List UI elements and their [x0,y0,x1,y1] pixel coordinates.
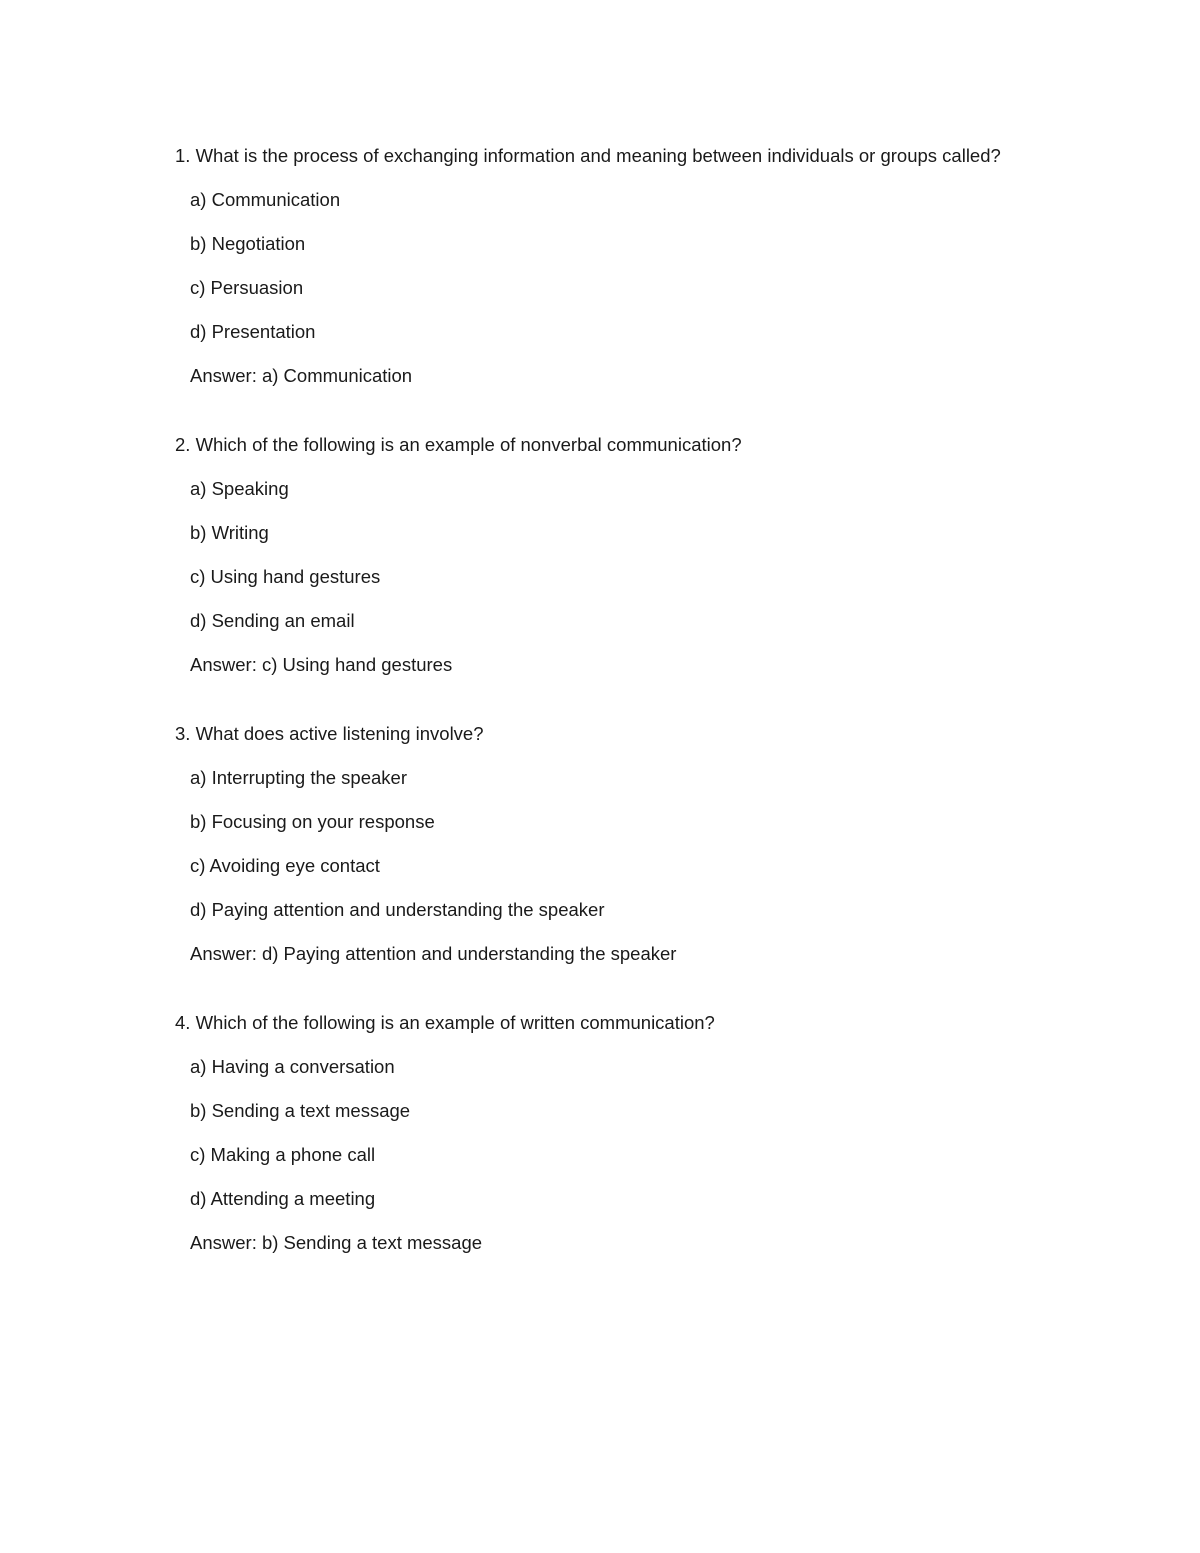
option-a: a) Having a conversation [190,1056,395,1077]
option-b: b) Negotiation [190,233,306,254]
option-d: d) Attending a meeting [190,1188,376,1209]
answer-line: Answer: b) Sending a text message [190,1232,483,1253]
question-4 [175,1009,1025,1257]
option-a: a) Communication [190,189,341,210]
option-d: d) Presentation [190,321,316,342]
question-1 [175,142,1025,390]
option-c: c) Making a phone call [190,1144,376,1165]
option-c: c) Avoiding eye contact [190,855,380,876]
question-text: 4. Which of the following is an example of written communication? [175,1012,715,1033]
option-c: c) Persuasion [190,277,304,298]
option-b: b) Writing [190,522,269,543]
option-a: a) Interrupting the speaker [190,767,407,788]
answer-line: Answer: c) Using hand gestures [190,654,453,675]
option-b: b) Focusing on your response [190,811,435,832]
option-d: d) Paying attention and understanding the speaker [190,899,605,920]
option-c: c) Using hand gestures [190,566,381,587]
question-text: 1. What is the process of exchanging information and meaning between individuals or groups called? [175,145,1001,166]
option-b: b) Sending a text message [190,1100,411,1121]
answer-line: Answer: d) Paying attention and understanding the speaker [190,943,677,964]
question-text: 3. What does active listening involve? [175,723,484,744]
answer-line: Answer: a) Communication [190,365,413,386]
question-text: 2. Which of the following is an example of nonverbal communication? [175,434,742,455]
option-d: d) Sending an email [190,610,355,631]
question-2 [175,431,1025,679]
question-3 [175,720,1025,968]
quiz-content [175,142,1025,1298]
option-a: a) Speaking [190,478,289,499]
